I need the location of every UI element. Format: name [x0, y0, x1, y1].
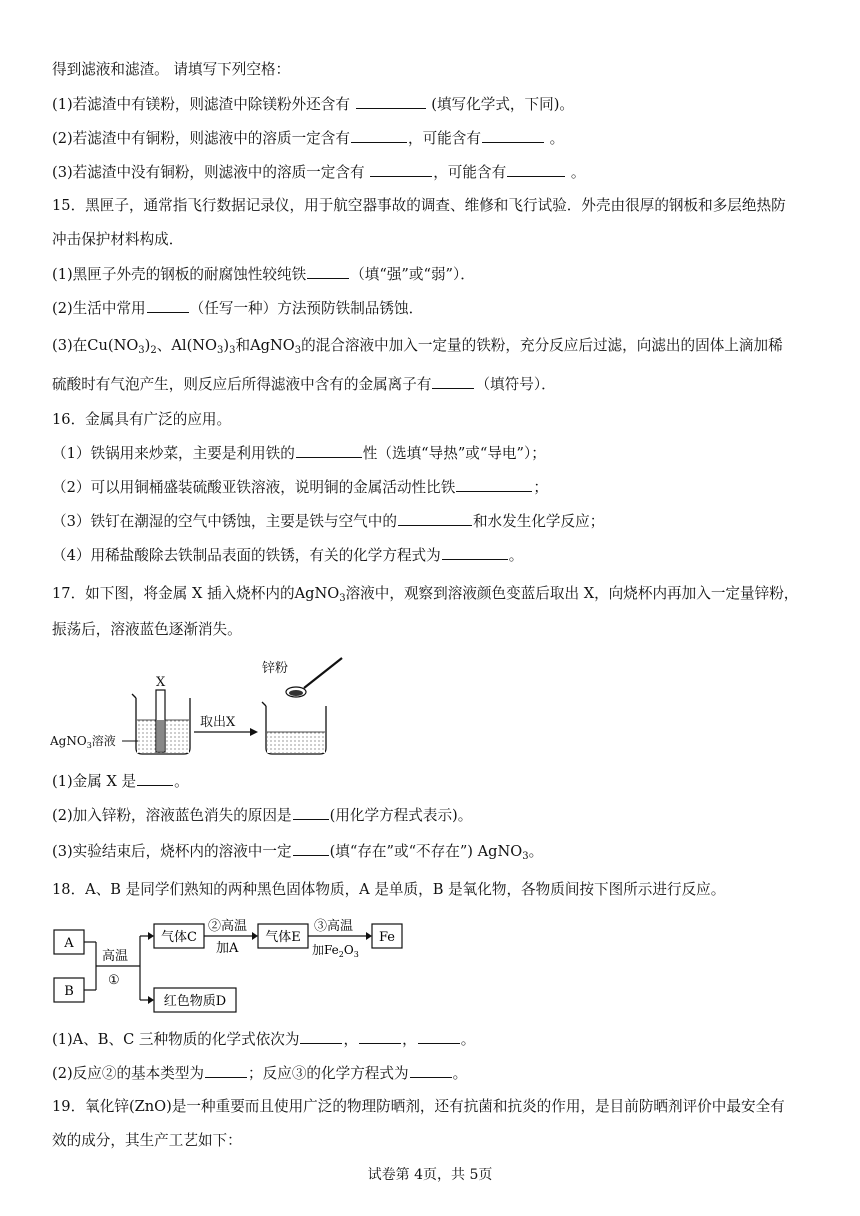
q17-part2: (2)加入锌粉，溶液蓝色消失的原因是 (用化学方程式表示)。 — [52, 807, 473, 824]
answer-blank[interactable] — [359, 1029, 401, 1044]
answer-blank[interactable] — [456, 477, 532, 492]
svg-text:B: B — [64, 984, 74, 999]
answer-blank[interactable] — [442, 545, 508, 560]
answer-blank[interactable] — [293, 841, 329, 856]
q18-stem: 18．A、B 是同学们熟知的两种黑色固体物质，A 是单质，B 是氧化物，各物质间按下图所示进行反应。 — [52, 881, 726, 898]
q15-part2: (2)生活中常用 （任写一种）方法预防铁制品锈蚀． — [52, 300, 424, 317]
answer-blank[interactable] — [482, 128, 544, 143]
chem-formula: $Al(NO_3)_3$ — [171, 337, 236, 356]
reaction-flow-diagram — [50, 912, 410, 1016]
metal-x-label: X — [156, 675, 166, 690]
q15-part3-cont: 硫酸时有气泡产生，则反应后所得滤液中含有的金属离子有 （填符号）． — [52, 376, 556, 393]
answer-blank[interactable] — [147, 298, 189, 313]
add-fe2o3-label: 加$Fe_2O_3$ — [312, 943, 359, 959]
q17-part1: (1)金属 X 是 。 — [52, 773, 189, 790]
svg-text:Fe: Fe — [378, 930, 396, 945]
answer-blank[interactable] — [296, 443, 362, 458]
q14-part2: (2)若滤渣中有铜粉，则滤液中的溶质一定含有 ，可能含有 。 — [52, 130, 565, 147]
answer-blank[interactable] — [432, 374, 474, 389]
svg-text:红色物质D: 红色物质D — [163, 994, 227, 1009]
chem-formula: AgNO$_3$ — [250, 337, 302, 356]
q15-stem-line1: 15．黑匣子，通常指飞行数据记录仪，用于航空器事故的调查、维修和飞行试验．外壳由很厚的钢板和多层绝热防 — [52, 197, 786, 214]
page-footer: 试卷第 4页，共 5页 — [367, 1167, 493, 1183]
q14-part3: (3)若滤渣中没有铜粉，则滤液中的溶质一定含有 ，可能含有 。 — [52, 164, 586, 181]
answer-blank[interactable] — [137, 771, 173, 786]
add-a-label: 加A — [216, 941, 239, 956]
zinc-powder-label: 锌粉 — [262, 661, 289, 676]
q17-part3: (3)实验结束后，烧杯内的溶液中一定 (填“存在”或“不存在”) AgNO$_3$。 — [52, 843, 544, 862]
step3-label: ③高温 — [314, 919, 354, 934]
q16-part3: （3）铁钉在潮湿的空气中锈蚀，主要是铁与空气中的 和水发生化学反应； — [52, 513, 605, 530]
answer-blank[interactable] — [205, 1063, 247, 1078]
q18-part1: (1)A、B、C 三种物质的化学式依次为 ， ， 。 — [52, 1031, 476, 1048]
take-out-label: 取出X — [200, 715, 236, 730]
answer-blank[interactable] — [370, 162, 432, 177]
chem-formula: $Cu(NO_3)_2$ — [87, 337, 157, 356]
q19-stem-line2: 效的成分，其生产工艺如下： — [52, 1132, 242, 1149]
q14-part1: (1)若滤渣中有镁粉，则滤渣中除镁粉外还含有 (填写化学式，下同)。 — [52, 96, 574, 113]
q17-stem-line2: 振荡后，溶液蓝色逐渐消失。 — [52, 621, 242, 638]
svg-text:A: A — [64, 936, 74, 951]
q16-title: 16．金属具有广泛的应用。 — [52, 411, 232, 428]
answer-blank[interactable] — [293, 805, 329, 820]
beaker-experiment-figure — [50, 648, 370, 760]
q18-part2: (2)反应②的基本类型为 ；反应③的化学方程式为 。 — [52, 1065, 468, 1082]
answer-blank[interactable] — [398, 511, 472, 526]
answer-blank[interactable] — [307, 264, 349, 279]
chem-formula: AgNO$_3$ — [477, 843, 529, 862]
q15-part1: (1)黑匣子外壳的钢板的耐腐蚀性较纯铁 （填“强”或“弱”）． — [52, 266, 475, 283]
step2-label: ②高温 — [208, 919, 248, 934]
q16-part1: （1）铁锅用来炒菜，主要是利用铁的 性（选填“导热”或“导电”）； — [52, 445, 546, 462]
q16-part4: （4）用稀盐酸除去铁制品表面的铁锈，有关的化学方程式为 。 — [52, 547, 524, 564]
svg-text:气体C: 气体C — [161, 930, 197, 945]
answer-blank[interactable] — [300, 1029, 342, 1044]
answer-blank[interactable] — [507, 162, 565, 177]
q17-stem-line1: 17．如下图，将金属 X 插入烧杯内的AgNO$_3$溶液中，观察到溶液颜色变蓝后取出 X，向烧杯内再加入一定量锌粉， — [52, 585, 799, 604]
q19-stem-line1: 19．氧化锌(ZnO)是一种重要而且使用广泛的物理防晒剂，还有抗菌和抗炎的作用，是目前防晒剂评价中最安全有 — [52, 1098, 785, 1115]
step1-label: ① — [108, 973, 120, 988]
chem-formula: AgNO$_3$ — [294, 585, 346, 604]
high-temp-label: 高温 — [102, 949, 129, 964]
answer-blank[interactable] — [410, 1063, 452, 1078]
answer-blank[interactable] — [418, 1029, 460, 1044]
svg-text:气体E: 气体E — [265, 930, 301, 945]
q14-intro: 得到滤液和滤渣。 请填写下列空格： — [52, 61, 291, 78]
answer-blank[interactable] — [351, 128, 407, 143]
q15-part3: (3)在$Cu(NO_3)_2$、$Al(NO_3)_3$和AgNO$_3$的混合溶液中加入一定量的铁粉，充分反应后过滤，向滤出的固体上滴加稀 — [52, 337, 783, 356]
q15-stem-line2: 冲击保护材料构成． — [52, 231, 184, 248]
answer-blank[interactable] — [356, 94, 426, 109]
q16-part2: （2）可以用铜桶盛装硫酸亚铁溶液，说明铜的金属活动性比铁 ； — [52, 479, 548, 496]
solution-label: AgNO$_3$溶液 — [50, 734, 116, 750]
